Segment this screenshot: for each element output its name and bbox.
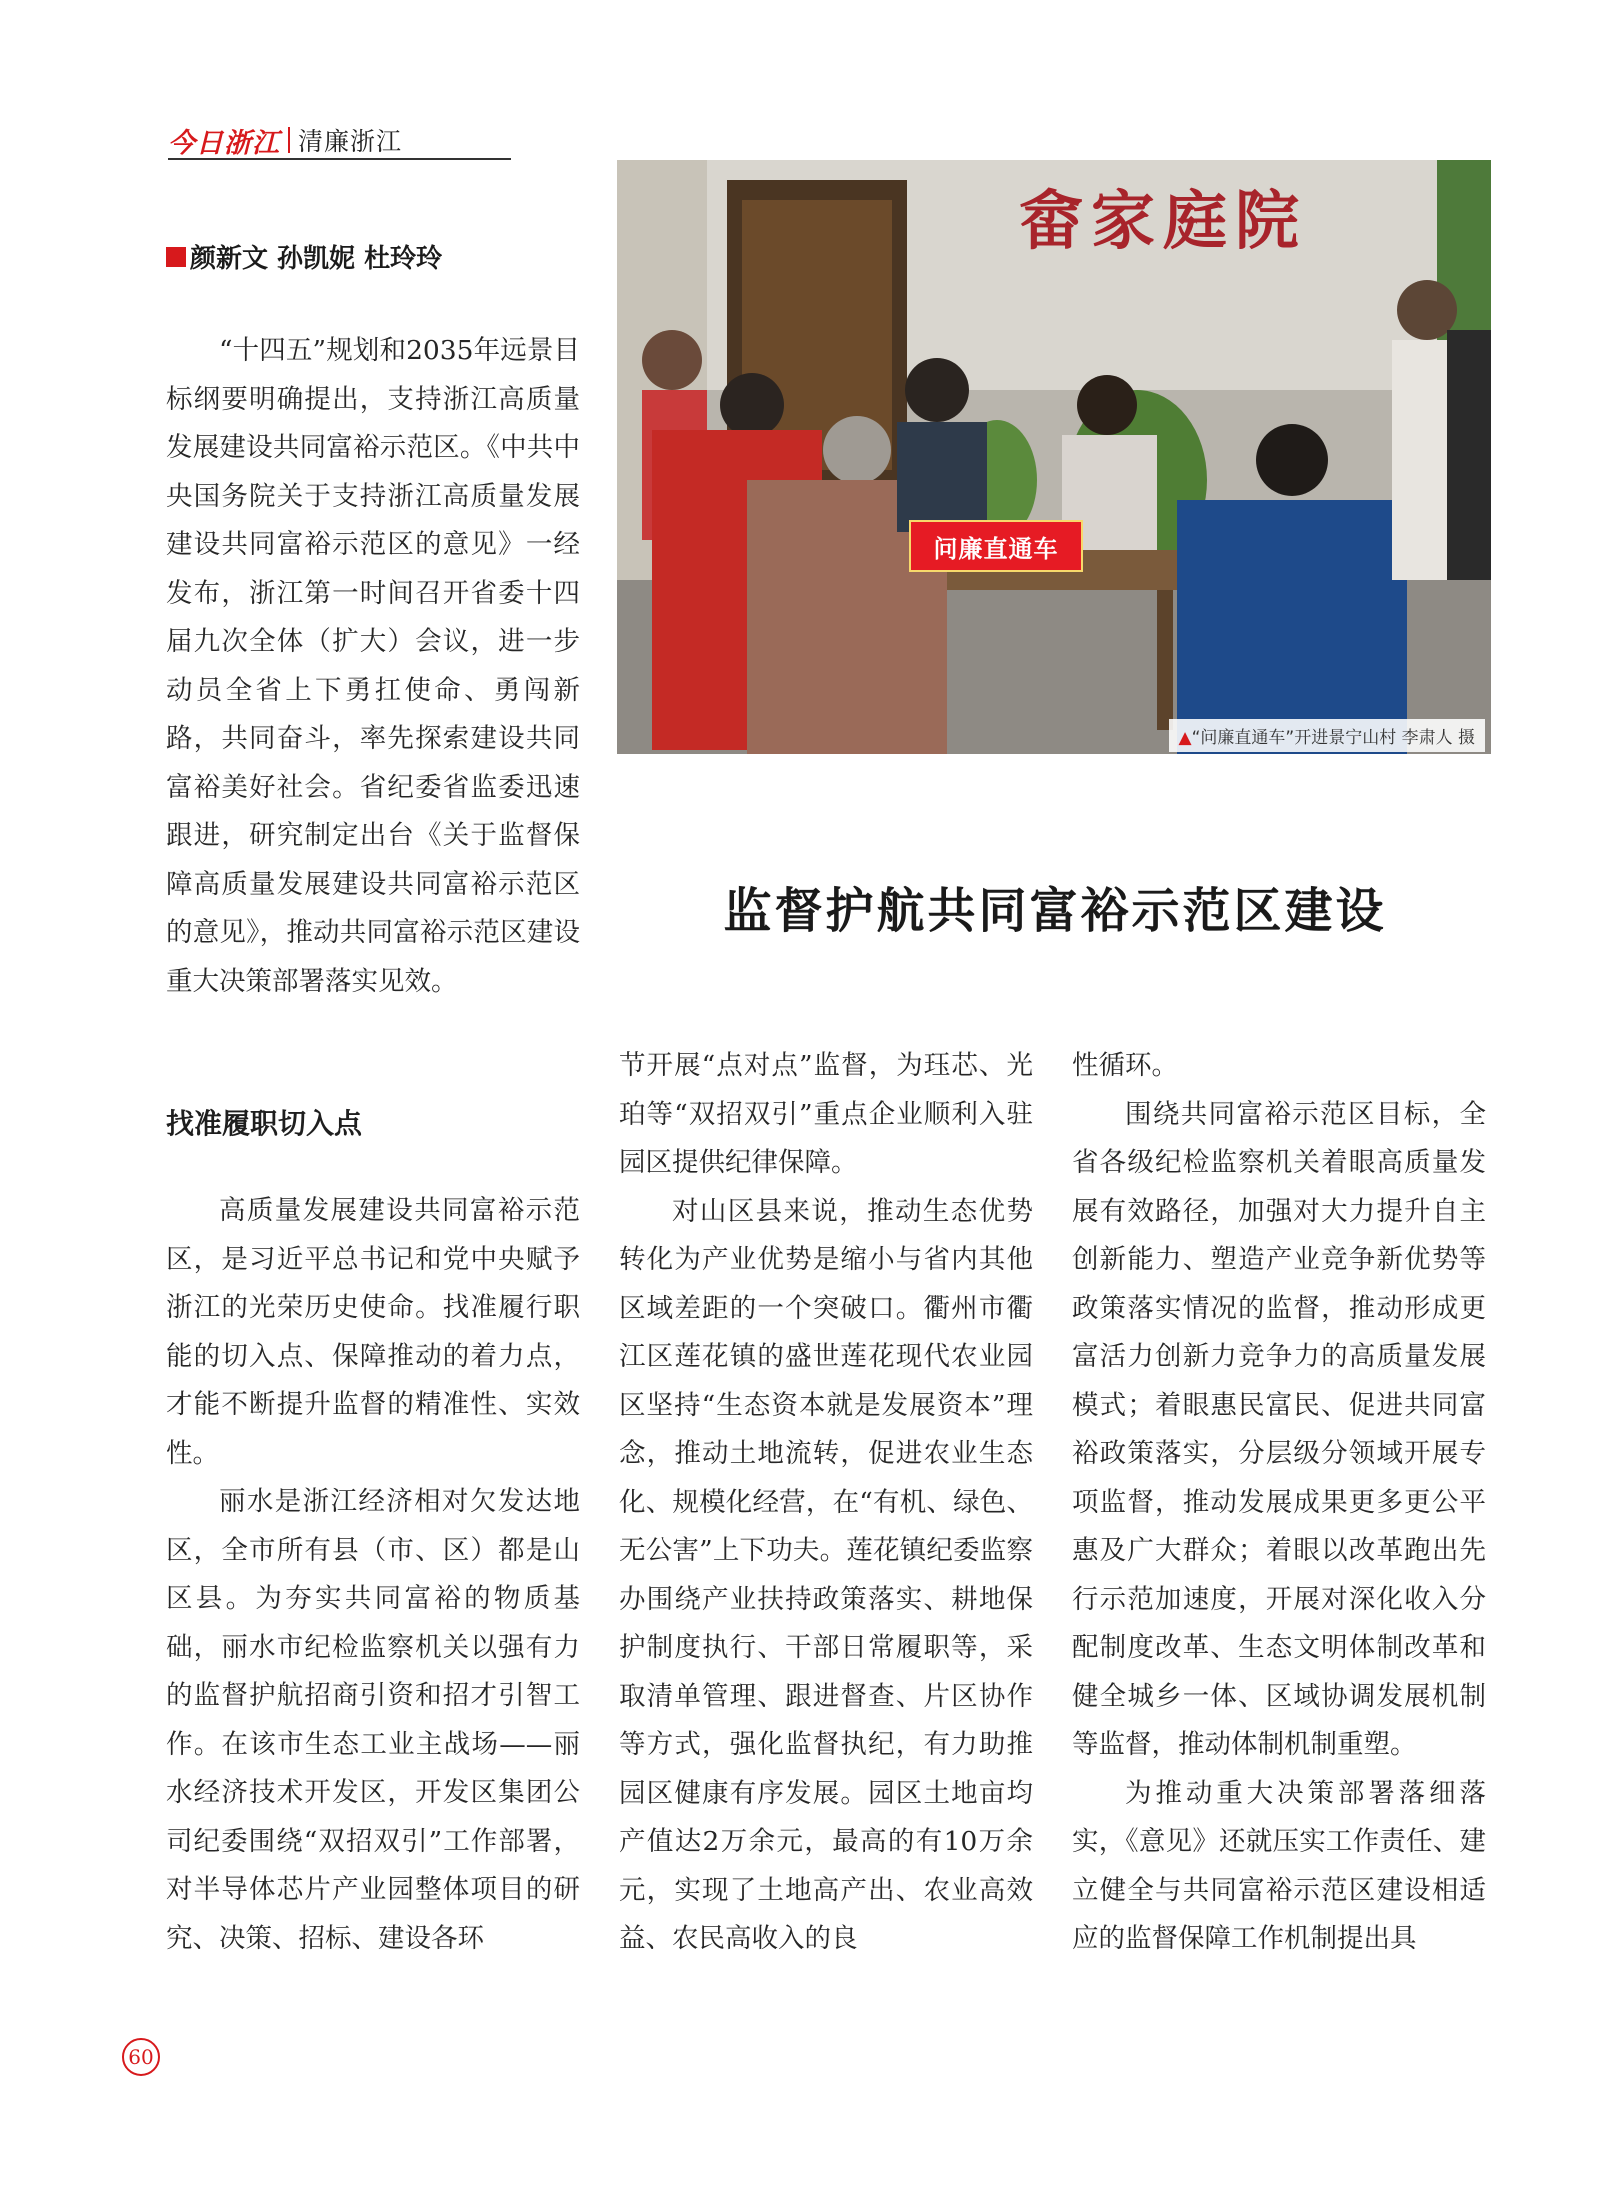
left-column — [166, 1187, 580, 1963]
body-paragraph-continued: 性循环。 — [1072, 1050, 1178, 1081]
body-paragraph: 高质量发展建设共同富裕示范区，是习近平总书记和党中央赋予浙江的光荣历史使命。找准履行职能的切入点、保障推动的着力点，才能不断提升监督的精准性、实效性。 — [166, 1195, 580, 1469]
body-paragraph: 丽水是浙江经济相对欠发达地区，全市所有县（市、区）都是山区县。为夯实共同富裕的物质基础，丽水市纪检监察机关以强有力的监督护航招商引资和招才引智工作。在该市生态工业主战场——丽水经济技术开发区，开发区集团公司纪委围绕“双招双引”工作部署，对半导体芯片产业园整体项目的研究、决策、招标、建设各环 — [166, 1486, 580, 1954]
byline — [166, 238, 442, 275]
right-column — [1072, 1042, 1486, 1964]
page-number: 60 — [122, 2038, 160, 2076]
wall-sign-text: 畲家庭院 — [1019, 184, 1307, 259]
article-photo — [617, 160, 1491, 754]
body-paragraph-continued: 节开展“点对点”监督，为珏芯、光珀等“双招双引”重点企业顺利入驻园区提供纪律保障。 — [619, 1050, 1033, 1178]
intro-paragraph: “十四五”规划和2035年远景目标纲要明确提出，支持浙江高质量发展建设共同富裕示范区。《中共中央国务院关于支持浙江高质量发展建设共同富裕示范区的意见》一经发布，浙江第一时间召开省委十四届九次全体（扩大）会议，进一步动员全省上下勇扛使命、勇闯新路，共同奋斗，率先探索建设共同富裕美好社会。省纪委省监委迅速跟进，研究制定出台《关于监督保障高质量发展建设共同富裕示范区的意见》，推动共同富裕示范区建设重大决策部署落实见效。 — [166, 335, 580, 997]
byline-authors: 颜新文 孙凯妮 杜玲玲 — [190, 244, 443, 274]
masthead — [168, 122, 402, 158]
middle-column — [619, 1042, 1033, 1964]
photo-caption-text: “问廉直通车”开进景宁山村 李肃人 摄 — [1191, 728, 1475, 748]
article-title: 监督护航共同富裕示范区建设 — [723, 883, 1387, 939]
masthead-separator — [288, 127, 290, 153]
red-square-icon — [166, 247, 186, 267]
intro-column — [166, 327, 580, 1006]
photo-caption — [1169, 719, 1486, 752]
triangle-icon: ▲ — [1178, 728, 1192, 748]
section-heading: 找准履职切入点 — [166, 1107, 363, 1140]
section-heading-block — [166, 1104, 580, 1144]
magazine-logo: 今日浙江 — [168, 127, 280, 159]
masthead-rule — [168, 158, 511, 160]
body-paragraph: 对山区县来说，推动生态优势转化为产业优势是缩小与省内其他区域差距的一个突破口。衢州市衢江区莲花镇的盛世莲花现代农业园区坚持“生态资本就是发展资本”理念，推动土地流转，促进农业生态化、规模化经营，在“有机、绿色、无公害”上下功夫。莲花镇纪委监察办围绕产业扶持政策落实、耕地保护制度执行、干部日常履职等，采取清单管理、跟进督查、片区协作等方式，强化监督执纪，有力助推园区健康有序发展。园区土地亩均产值达2万余元，最高的有10万余元，实现了土地高产出、农业高效益、农民高收入的良 — [619, 1195, 1033, 1954]
body-paragraph: 围绕共同富裕示范区目标，全省各级纪检监察机关着眼高质量发展有效路径，加强对大力提升自主创新能力、塑造产业竞争新优势等政策落实情况的监督，推动形成更富活力创新力竞争力的高质量发展模式；着眼惠民富民、促进共同富裕政策落实，分层级分领域开展专项监督，推动发展成果更多更公平惠及广大群众；着眼以改革跑出先行示范加速度，开展对深化收入分配制度改革、生态文明体制改革和健全城乡一体、区域协调发展机制等监督，推动体制机制重塑。 — [1072, 1098, 1486, 1760]
photo-sign: 问廉直通车 — [909, 520, 1083, 572]
section-name: 清廉浙江 — [298, 127, 403, 156]
body-paragraph: 为推动重大决策部署落细落实，《意见》还就压实工作责任、建立健全与共同富裕示范区建设相适应的监督保障工作机制提出具 — [1072, 1777, 1486, 1954]
